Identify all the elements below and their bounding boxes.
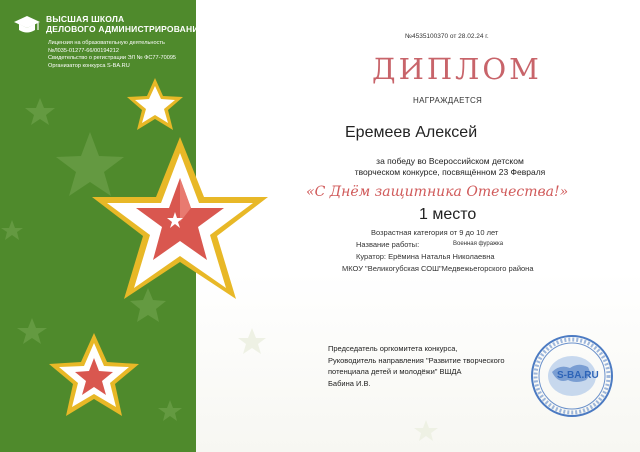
diploma-title: ДИПЛОМ (372, 52, 542, 86)
award-reason (330, 156, 570, 178)
award-reason-line1: за победу во Всероссийском детском (376, 156, 524, 166)
curator-name: Куратор: Ерёмина Наталья Николаевна (356, 252, 495, 261)
license-text: Лицензия на образовательную деятельность (48, 40, 165, 46)
awarded-label: НАГРАЖДАЕТСЯ (413, 96, 483, 105)
diploma-number: №4535100370 от 28.02.24 г. (405, 33, 489, 40)
seal-text: S-BA.RU (557, 370, 599, 381)
brand-name-line2: ДЕЛОВОГО АДМИНИСТРИРОВАНИЯ (46, 24, 205, 34)
graduation-cap-icon (14, 14, 40, 36)
signature-line2: Руководитель направления "Развитие творческого (328, 355, 505, 365)
brand-name (46, 14, 205, 34)
work-title-value: Военная фуражка (453, 241, 504, 247)
organizer-text: Организатор конкурса S-BA.RU (48, 62, 130, 69)
recipient-name: Еремеев Алексей (345, 124, 478, 141)
signature-name: Бабина И.В. (328, 378, 371, 388)
license-number: №Л035-01277-66/00194212 (48, 47, 119, 54)
award-reason-line2: творческом конкурсе, посвящённом 23 Февраля (354, 167, 546, 177)
brand-credentials (48, 40, 176, 70)
age-category: Возрастная категория от 9 до 10 лет (371, 228, 499, 237)
signature-line1: Председатель оргкомитета конкурса, (328, 344, 458, 353)
brand-name-line1: ВЫСШАЯ ШКОЛА (46, 14, 125, 24)
work-title-label: Название работы: (356, 240, 420, 249)
certificate-text: Свидетельство о регистрации ЭЛ № ФС77-70095 (48, 55, 177, 61)
signature-block (328, 343, 505, 389)
school-name: МКОУ "Великогубская СОШ"Медвежьегорского района (342, 264, 534, 273)
place-result: 1 место (419, 206, 477, 223)
contest-name: «С Днём защитника Отечества!» (306, 184, 569, 200)
signature-line3: потенциала детей и молодёжи" ВШДА (328, 367, 462, 376)
